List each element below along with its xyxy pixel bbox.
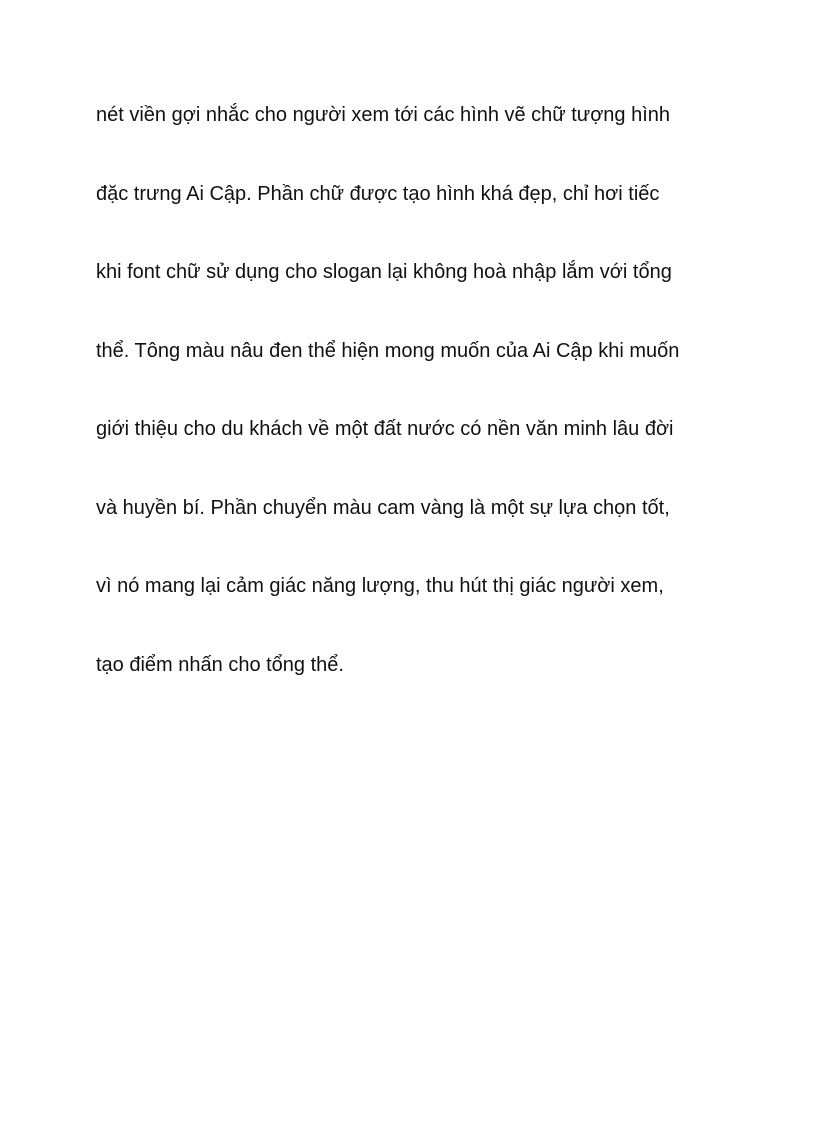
paragraph-line: đặc trưng Ai Cập. Phần chữ được tạo hình khá đẹp, chỉ hơi tiếc <box>96 182 660 205</box>
paragraph-line: tạo điểm nhấn cho tổng thể. <box>96 653 344 676</box>
paragraph-line: vì nó mang lại cảm giác năng lượng, thu hút thị giác người xem, <box>96 575 664 597</box>
paragraph-line: khi font chữ sử dụng cho slogan lại không hoà nhập lắm với tổng <box>96 261 672 283</box>
paragraph-line: nét viền gợi nhắc cho người xem tới các hình vẽ chữ tượng hình <box>96 104 671 126</box>
body-paragraph <box>96 96 736 724</box>
paragraph-line: thể. Tông màu nâu đen thể hiện mong muốn của Ai Cập khi muốn <box>96 339 680 362</box>
paragraph-line: giới thiệu cho du khách về một đất nước có nền văn minh lâu đời <box>96 418 674 440</box>
paragraph-line: và huyền bí. Phần chuyển màu cam vàng là một sự lựa chọn tốt, <box>96 496 670 519</box>
